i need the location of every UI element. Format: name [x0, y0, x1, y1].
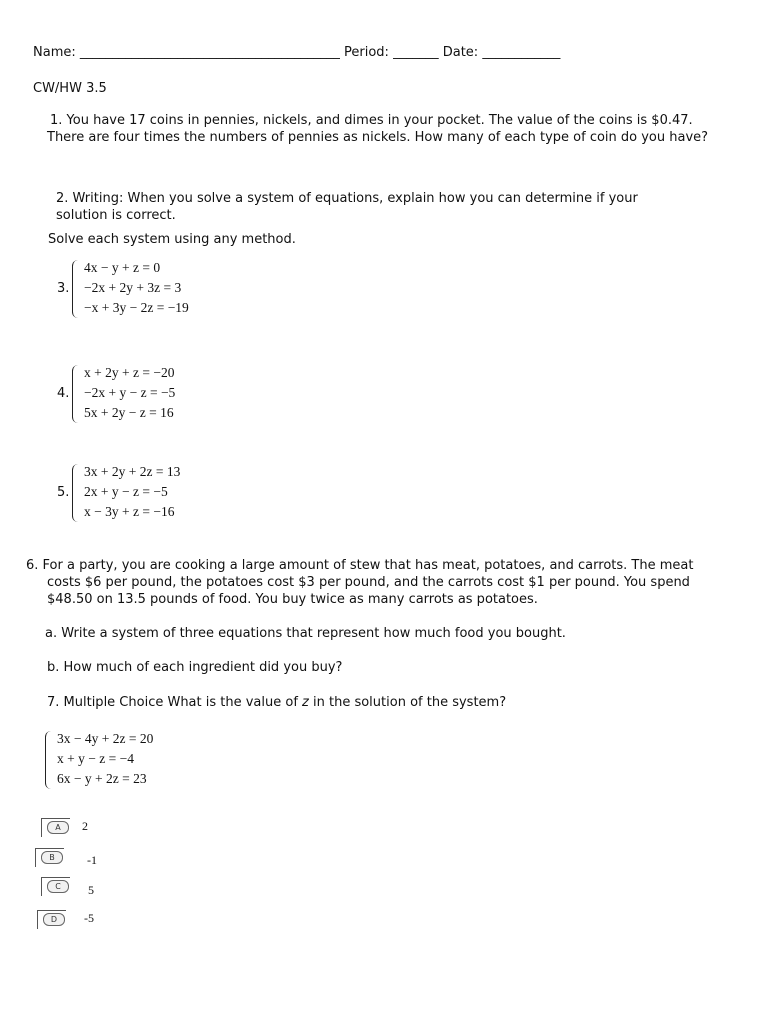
q5-number: 5. [57, 485, 70, 500]
assignment-title: CW/HW 3.5 [33, 81, 107, 96]
name-label: Name: [33, 45, 80, 60]
q1-line2: There are four times the numbers of pennies as nickels. How many of each type of coin do you have? [47, 130, 709, 145]
choice-a-letter: A [47, 821, 69, 834]
choice-b-value: -1 [87, 853, 97, 867]
q6-line2: costs $6 per pound, the potatoes cost $3 per pound, and the carrots cost $1 per pound. You spend [47, 575, 690, 590]
choice-c-value: 5 [88, 883, 94, 897]
instructions: Solve each system using any method. [48, 232, 296, 247]
q3-eq3: −x + 3y − 2z = −19 [84, 300, 189, 315]
q7-brace [45, 731, 53, 789]
q3-number: 3. [57, 281, 70, 296]
q6-part-b: b. How much of each ingredient did you buy? [47, 660, 343, 675]
period-label: Period: [344, 45, 394, 60]
q7-prompt-start: 7. Multiple Choice What is the value of [47, 695, 303, 710]
q2-line1: 2. Writing: When you solve a system of equations, explain how you can determine if your [56, 191, 638, 206]
q4-eq3: 5x + 2y − z = 16 [84, 405, 174, 420]
q2-line2: solution is correct. [56, 208, 176, 223]
q7-prompt [47, 694, 506, 711]
q3-eq1: 4x − y + z = 0 [84, 260, 161, 275]
q7-eq3: 6x − y + 2z = 23 [57, 771, 147, 786]
q5-brace [72, 464, 80, 522]
q6-line3: $48.50 on 13.5 pounds of food. You buy twice as many carrots as potatoes. [47, 592, 538, 607]
choice-d-value: -5 [84, 911, 94, 925]
choice-b-letter: B [41, 851, 63, 864]
q5-eq1: 3x + 2y + 2z = 13 [84, 464, 181, 479]
q3-brace [72, 260, 80, 318]
q7-prompt-var: z [302, 695, 309, 710]
q4-brace [72, 365, 80, 423]
q7-eq1: 3x − 4y + 2z = 20 [57, 731, 154, 746]
q1-line1: 1. You have 17 coins in pennies, nickels, and dimes in your pocket. The value of the coins is $0.47. [50, 113, 693, 128]
q6-line1: 6. For a party, you are cooking a large amount of stew that has meat, potatoes, and carrots. The meat [26, 558, 694, 573]
choice-d-letter: D [43, 913, 65, 926]
q7-prompt-end: in the solution of the system? [308, 695, 507, 710]
q4-eq2: −2x + y − z = −5 [84, 385, 176, 400]
q5-eq2: 2x + y − z = −5 [84, 484, 168, 499]
name-blank[interactable]: ________________________________________ [79, 45, 340, 60]
period-blank[interactable]: _______ [393, 45, 439, 60]
q4-number: 4. [57, 386, 70, 401]
date-blank[interactable]: ____________ [482, 45, 561, 60]
q5-eq3: x − 3y + z = −16 [84, 504, 175, 519]
date-label: Date: [442, 45, 483, 60]
q3-eq2: −2x + 2y + 3z = 3 [84, 280, 182, 295]
q6-part-a: a. Write a system of three equations that represent how much food you bought. [45, 626, 566, 641]
choice-a-value: 2 [82, 819, 88, 833]
header-line [33, 44, 560, 61]
choice-c-letter: C [47, 880, 69, 893]
q7-eq2: x + y − z = −4 [57, 751, 134, 766]
q4-eq1: x + 2y + z = −20 [84, 365, 175, 380]
